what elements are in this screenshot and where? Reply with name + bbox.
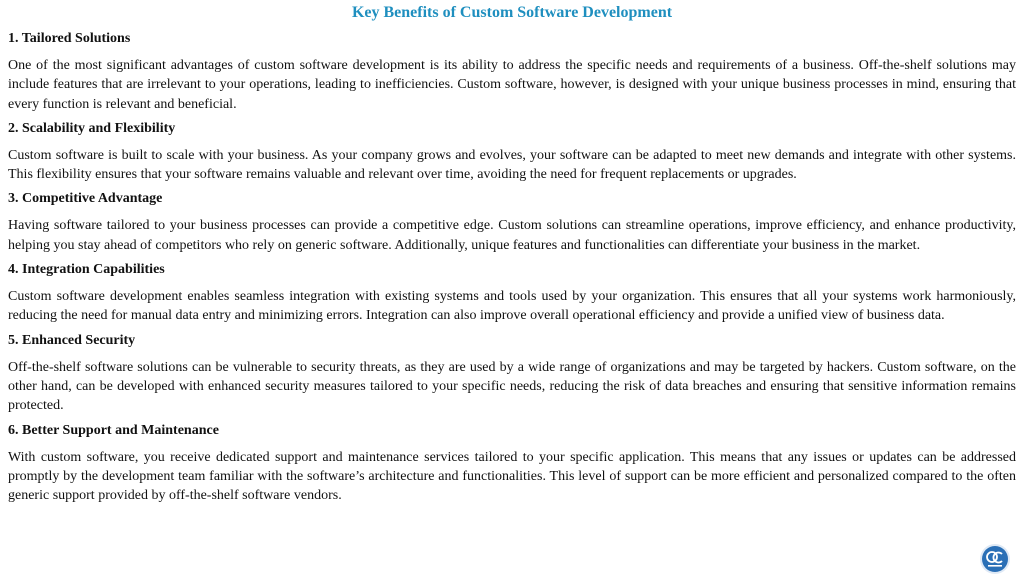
section-competitive-advantage xyxy=(8,191,1016,255)
company-logo-icon xyxy=(982,546,1008,572)
section-heading: 6. Better Support and Maintenance xyxy=(8,422,219,438)
page-title: Key Benefits of Custom Software Development xyxy=(351,4,673,21)
logo-mark-icon xyxy=(982,546,1008,572)
section-heading: 5. Enhanced Security xyxy=(8,332,136,348)
section-heading: 1. Tailored Solutions xyxy=(8,31,131,46)
section-body: Having software tailored to your business processes can provide a competitive edge. Custom solutions can streamline operations, improve efficiency, and enhance productivity, helping you stay ahead of competitors who rely on generic software. Additionally, unique features and functionalities can differentiate your business in the market. xyxy=(8,218,1016,253)
section-enhanced-security xyxy=(8,333,1016,416)
section-body: With custom software, you receive dedicated support and maintenance services tailored to your specific application. This means that any issues or updates can be addressed promptly by the development team familiar with the software’s architecture and functionalities. This level of support can be more efficient and personalized compared to the often generic support provided by off-the-shelf software vendors. xyxy=(8,449,1016,504)
section-body: Off-the-shelf software solutions can be vulnerable to security threats, as they are used by a wide range of organizations and may be targeted by hackers. Custom software, on the other hand, can be developed with enhanced security measures tailored to your specific needs, reducing the risk of data breaches and ensuring that sensitive information remains protected. xyxy=(8,359,1016,414)
section-body: Custom software development enables seamless integration with existing systems and tools used by your organization. This ensures that all your systems work harmoniously, reducing the need for manual data entry and minimizing errors. Integration can also improve overall operational efficiency and provide a unified view of business data. xyxy=(8,289,1016,324)
section-heading: 2. Scalability and Flexibility xyxy=(8,120,176,136)
section-scalability-flexibility xyxy=(8,121,1016,185)
section-body: One of the most significant advantages of custom software development is its ability to address the specific needs and requirements of a business. Off-the-shelf solutions may include features that are irrelevant to your operations, leading to inefficiencies. Custom software, however, is designed with your unique business processes in mind, ensuring that every function is relevant and beneficial. xyxy=(8,58,1016,112)
section-integration-capabilities xyxy=(8,262,1016,326)
section-heading: 3. Competitive Advantage xyxy=(8,191,163,207)
section-support-maintenance xyxy=(8,423,1016,506)
section-tailored-solutions xyxy=(8,31,1016,114)
section-heading: 4. Integration Capabilities xyxy=(8,262,165,278)
section-body: Custom software is built to scale with your business. As your company grows and evolves, your software can be adapted to meet new demands and integrate with other systems. This flexibility ensures that your software remains valuable and relevant over time, avoiding the need for frequent replacements or upgrades. xyxy=(8,147,1016,183)
